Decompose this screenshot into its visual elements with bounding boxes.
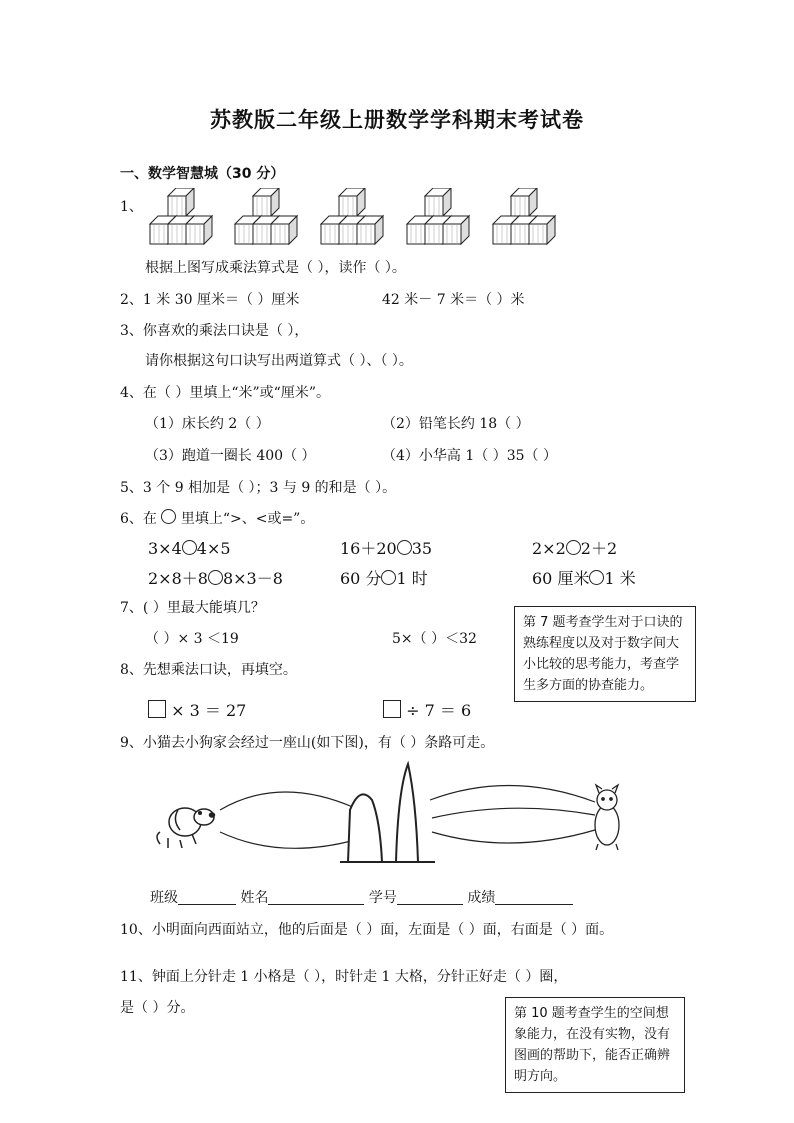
cube-figures [145,188,565,248]
q6-expr: 2×2 2＋2 [532,539,618,558]
q2-part-b: 42 米－ 7 米＝（ ）米 [382,292,525,308]
q8-part-b: ÷ 7 ＝ 6 [383,700,471,721]
section-heading: 一、数学智慧城（30 分） [120,166,285,182]
cat-icon [595,785,619,850]
q8-part-a: × 3 ＝ 27 [148,700,246,721]
q1-number: 1、 [120,199,143,215]
score-field[interactable] [495,888,573,905]
q4-item-3: （3）跑道一圈长 400（ ） [145,448,316,464]
q7-part-b: 5×（ ）＜32 [392,631,477,647]
cube-figure-4 [407,188,469,244]
q5-question: 5、3 个 9 相加是（ ）；3 与 9 的和是（ ）。 [120,480,397,496]
answer-box [383,700,401,718]
q6-expr: 60 厘米 1 米 [532,569,636,588]
class-label: 班级 [150,890,178,906]
name-field[interactable] [268,888,364,905]
note-q10: 第 10 题考查学生的空间想象能力，在没有实物，没有图画的帮助下，能否正确辨明方向。 [505,997,685,1093]
page-title: 苏教版二年级上册数学学科期末考试卷 [210,108,584,132]
cube-figure-5 [493,188,555,244]
mountain-path-figure [150,760,630,870]
answer-box [148,700,166,718]
cube-figure-2 [235,188,297,244]
q6-expr: 2×8＋8 8×3－8 [148,569,283,588]
q6-stem-b: 里填上“>、<或=”。 [180,511,315,527]
dog-icon [157,808,215,848]
note-q7: 第 7 题考查学生对于口诀的熟练程度以及对于数字间大小比较的思考能力，考查学生多方面的协查能力。 [514,606,696,702]
q7-part-a: （ ）× 3 ＜19 [145,631,239,647]
q9-question: 9、小猫去小狗家会经过一座山(如下图)，有（ ）条路可走。 [120,735,495,751]
q8-stem: 8、先想乘法口诀，再填空。 [120,662,297,678]
id-field[interactable] [397,888,463,905]
q6-expr: 3×4 4×5 [148,539,231,558]
q10-question: 10、小明面向西面站立，他的后面是（ ）面，左面是（ ）面，右面是（ ）面。 [120,922,614,938]
compare-circle-icon [397,540,412,555]
q7-stem: 7、( ）里最大能填几？ [120,600,265,616]
cube-figure-3 [321,188,383,244]
q6-expr: 60 分 1 时 [340,569,428,588]
q4-item-2: （2）铅笔长约 18（ ） [382,416,530,432]
compare-circle-icon [182,540,197,555]
q6-stem [120,509,314,529]
compare-circle-icon [381,570,396,585]
q4-stem: 4、在（ ）里填上“米”或“厘米”。 [120,385,330,401]
q4-item-1: （1）床长约 2（ ） [145,416,270,432]
id-label: 学号 [368,890,397,906]
student-info-line [150,888,573,908]
name-label: 姓名 [240,890,269,906]
q3-line-1: 3、你喜欢的乘法口诀是（ ）， [120,323,309,339]
score-label: 成绩 [467,890,496,906]
q1-question: 根据上图写成乘法算式是（ ），读作（ ）。 [145,260,406,276]
q11-line-1: 11、钟面上分针走 1 小格是（ ），时针走 1 大格，分针正好走（ ）圈， [120,969,568,985]
q6-stem-a: 6、在 [120,511,157,527]
compare-circle-icon [589,570,604,585]
q2-part-a: 2、1 米 30 厘米＝（ ）厘米 [120,292,300,308]
q6-expr: 16＋20 35 [340,539,433,558]
q3-line-2: 请你根据这句口诀写出两道算式（ ）、（ ）。 [145,353,413,369]
cube-figure-1 [150,188,212,244]
compare-circle-icon [208,570,223,585]
class-field[interactable] [178,888,236,905]
compare-circle-icon [161,509,176,524]
compare-circle-icon [566,540,581,555]
q11-line-2: 是（ ）分。 [120,1000,195,1016]
q4-item-4: （4）小华高 1（ ）35（ ） [382,448,557,464]
